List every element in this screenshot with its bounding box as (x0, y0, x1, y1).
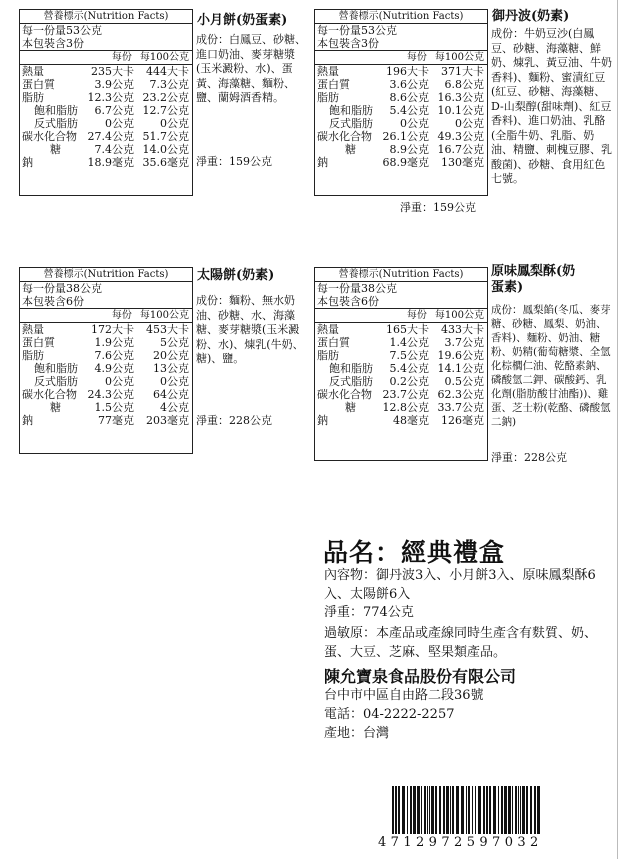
barcode-bar (413, 786, 416, 834)
barcode-bar (407, 786, 408, 834)
barcode-digits: 4712972597032 (378, 835, 543, 850)
nutrient-per-serving: 196大卡 (386, 65, 429, 78)
nutrient-per-serving: 0.2公克 (389, 375, 429, 388)
nutrient-row (315, 91, 487, 104)
barcode-bar (446, 786, 449, 834)
nutrient-per-serving: 12.3公克 (87, 91, 134, 104)
nutrient-per-100g: 3.7公克 (444, 336, 484, 349)
barcode-bar (508, 786, 511, 834)
nutrient-per-serving: 0公克 (400, 117, 429, 130)
nutrient-name: 蛋白質 (22, 336, 55, 349)
column-per-100g: 每100公克 (434, 310, 484, 321)
nutrient-row (20, 78, 192, 91)
nutrient-per-100g: 14.0公克 (142, 143, 189, 156)
nutrient-per-serving: 4.9公克 (94, 362, 134, 375)
nutrient-name: 碳水化合物 (317, 130, 372, 143)
nutrient-row (20, 375, 192, 388)
company-name: 陳允寶泉食品股份有限公司 (324, 667, 517, 686)
barcode-bar (417, 786, 420, 834)
nutrient-row (315, 78, 487, 91)
nutrient-row (315, 375, 487, 388)
barcode-bar (512, 786, 513, 834)
nutrient-per-serving: 18.9毫克 (87, 156, 134, 169)
barcode-bar (443, 786, 445, 834)
servings-per-package: 本包裝含6份 (315, 295, 487, 309)
nutrient-row (20, 401, 192, 414)
nutrient-per-serving: 7.4公克 (94, 143, 134, 156)
nutrient-per-serving: 5.4公克 (389, 104, 429, 117)
nutrient-per-serving: 8.6公克 (389, 91, 429, 104)
nutrition-header: 營養標示(Nutrition Facts) (20, 10, 192, 24)
nutrient-per-serving: 6.7公克 (94, 104, 134, 117)
nutrient-per-serving: 1.5公克 (94, 401, 134, 414)
nutrient-name: 鈉 (317, 414, 328, 427)
nutrient-per-100g: 7.3公克 (149, 78, 189, 91)
nutrient-row (315, 388, 487, 401)
nutrient-name: 碳水化合物 (22, 388, 77, 401)
barcode-bar (475, 786, 476, 834)
product-title: 御丹波(奶素) (492, 9, 570, 24)
nutrient-row (315, 323, 487, 336)
nutrient-per-100g: 6.8公克 (444, 78, 484, 91)
nutrient-per-100g: 444大卡 (146, 65, 189, 78)
barcode-bar (518, 786, 519, 834)
nutrient-name: 碳水化合物 (317, 388, 372, 401)
barcode-bar (392, 786, 394, 834)
nutrient-per-100g: 433大卡 (441, 323, 484, 336)
nutrient-name: 蛋白質 (317, 336, 350, 349)
nutrient-per-serving: 5.4公克 (389, 362, 429, 375)
barcode-bar (478, 786, 481, 834)
nutrient-name: 熱量 (22, 323, 44, 336)
barcode-bar (486, 786, 488, 834)
nutrient-name: 熱量 (317, 65, 339, 78)
nutrient-name: 糖 (50, 401, 61, 414)
product-net-weight: 淨重：774公克 (324, 605, 414, 620)
nutrient-name: 飽和脂肪 (34, 362, 78, 375)
nutrient-per-serving: 23.7公克 (382, 388, 429, 401)
nutrient-row (20, 323, 192, 336)
column-per-serving: 每份 (111, 310, 132, 321)
nutrient-per-100g: 14.1公克 (437, 362, 484, 375)
column-per-serving: 每份 (406, 310, 427, 321)
nutrient-row (315, 104, 487, 117)
servings-per-package: 本包裝含3份 (315, 37, 487, 51)
serving-size: 每一份量53公克 (22, 24, 102, 37)
nutrient-per-100g: 13公克 (153, 362, 189, 375)
nutrient-per-100g: 0.5公克 (444, 375, 484, 388)
nutrition-header: 營養標示(Nutrition Facts) (315, 268, 487, 282)
barcode-bar (395, 786, 397, 834)
nutrient-row (20, 414, 192, 427)
nutrient-name: 脂肪 (22, 91, 44, 104)
nutrient-row (315, 362, 487, 375)
nutrient-per-serving: 235大卡 (91, 65, 134, 78)
nutrient-name: 脂肪 (317, 91, 339, 104)
nutrient-name: 鈉 (22, 414, 33, 427)
nutrient-row (20, 143, 192, 156)
barcode-bar (483, 786, 485, 834)
barcode-bar (450, 786, 451, 834)
nutrient-row (20, 104, 192, 117)
nutrient-row (20, 156, 192, 169)
product-contents: 內容物：御丹波3入、小月餅3入、原味鳳梨酥6入、太陽餅6入 (324, 568, 596, 602)
net-weight: 淨重：159公克 (196, 155, 272, 168)
barcode-bar (431, 786, 434, 834)
ingredients: 成份：白鳳豆、砂糖、進口奶油、麥芽糖漿(玉米澱粉、水)、蛋黃、海藻糖、麵粉、鹽、蘭姆酒香精。 (196, 33, 306, 104)
nutrient-row (315, 401, 487, 414)
nutrient-row (20, 117, 192, 130)
nutrient-name: 反式脂肪 (329, 375, 373, 388)
origin: 產地：台灣 (324, 726, 390, 741)
company-address: 台中市中區自由路二段36號 (324, 688, 484, 703)
nutrient-per-serving: 26.1公克 (382, 130, 429, 143)
barcode-bar (520, 786, 521, 834)
nutrient-per-100g: 23.2公克 (142, 91, 189, 104)
nutrient-per-100g: 0公克 (160, 117, 189, 130)
nutrient-row (20, 349, 192, 362)
barcode-bar (522, 786, 525, 834)
nutrient-name: 糖 (345, 143, 356, 156)
net-weight: 淨重：228公克 (491, 451, 567, 464)
nutrient-per-100g: 371大卡 (441, 65, 484, 78)
nutrient-per-100g: 35.6毫克 (142, 156, 189, 169)
column-header (20, 309, 192, 323)
barcode-bar (468, 786, 470, 834)
barcode-bar (410, 786, 412, 834)
nutrient-per-serving: 24.3公克 (87, 388, 134, 401)
nutrient-name: 糖 (50, 143, 61, 156)
barcode-bar (489, 786, 491, 834)
nutrient-per-100g: 130毫克 (441, 156, 484, 169)
column-per-100g: 每100公克 (434, 52, 484, 63)
nutrient-per-serving: 68.9毫克 (382, 156, 429, 169)
barcode-bar (435, 786, 437, 834)
allergen-statement: 過敏原：本產品或產線同時生產含有麩質、奶、蛋、大豆、芝麻、堅果類產品。 (324, 626, 598, 660)
servings-per-package: 本包裝含3份 (20, 37, 192, 51)
nutrient-per-100g: 33.7公克 (437, 401, 484, 414)
nutrient-per-serving: 27.4公克 (87, 130, 134, 143)
page-edge (617, 0, 618, 859)
company-phone: 電話：04-2222-2257 (324, 707, 455, 722)
column-header (315, 51, 487, 65)
nutrient-row (20, 91, 192, 104)
nutrient-row (315, 130, 487, 143)
nutrient-per-serving: 7.6公克 (94, 349, 134, 362)
barcode-bar (429, 786, 430, 834)
nutrient-name: 飽和脂肪 (34, 104, 78, 117)
product-title: 太陽餅(奶素) (197, 268, 275, 283)
nutrition-facts-table (314, 267, 488, 461)
nutrient-per-100g: 5公克 (160, 336, 189, 349)
nutrient-row (315, 117, 487, 130)
nutrient-per-100g: 62.3公克 (437, 388, 484, 401)
nutrient-per-serving: 12.8公克 (382, 401, 429, 414)
nutrient-per-100g: 20公克 (153, 349, 189, 362)
nutrient-name: 熱量 (317, 323, 339, 336)
servings-per-package: 本包裝含6份 (20, 295, 192, 309)
product-name: 品名：經典禮盒 (323, 538, 506, 567)
nutrient-per-100g: 12.7公克 (142, 104, 189, 117)
barcode-bar (493, 786, 496, 834)
barcode-bar (501, 786, 503, 834)
nutrient-per-100g: 64公克 (153, 388, 189, 401)
nutrition-header: 營養標示(Nutrition Facts) (20, 268, 192, 282)
nutrient-per-100g: 49.3公克 (437, 130, 484, 143)
nutrient-row (315, 414, 487, 427)
net-weight: 淨重：228公克 (196, 414, 272, 427)
nutrient-name: 脂肪 (317, 349, 339, 362)
column-per-serving: 每份 (111, 52, 132, 63)
product-title: 原味鳳梨酥(奶蛋素) (491, 264, 576, 295)
barcode-bar (427, 786, 428, 834)
column-per-serving: 每份 (406, 52, 427, 63)
nutrient-name: 飽和脂肪 (329, 362, 373, 375)
nutrition-facts-table (19, 9, 193, 196)
column-per-100g: 每100公克 (139, 52, 189, 63)
nutrient-name: 碳水化合物 (22, 130, 77, 143)
net-weight: 淨重：159公克 (400, 201, 476, 214)
nutrient-name: 蛋白質 (22, 78, 55, 91)
nutrient-per-serving: 1.4公克 (389, 336, 429, 349)
nutrient-row (315, 349, 487, 362)
barcode-bar (537, 786, 540, 834)
nutrient-per-serving: 3.9公克 (94, 78, 134, 91)
nutrient-row (20, 130, 192, 143)
column-header (20, 51, 192, 65)
nutrient-per-100g: 16.3公克 (437, 91, 484, 104)
nutrient-name: 反式脂肪 (34, 117, 78, 130)
nutrient-per-100g: 0公克 (160, 375, 189, 388)
nutrient-per-serving: 0公克 (105, 375, 134, 388)
barcode-bar (530, 786, 532, 834)
nutrient-per-100g: 19.6公克 (437, 349, 484, 362)
barcode-bar (439, 786, 441, 834)
barcode-bar (504, 786, 507, 834)
barcode-bar (472, 786, 473, 834)
nutrient-name: 鈉 (317, 156, 328, 169)
nutrition-facts-table (19, 267, 193, 454)
nutrient-per-serving: 172大卡 (91, 323, 134, 336)
barcode-bar (421, 786, 422, 834)
nutrient-row (20, 65, 192, 78)
barcode-bar (461, 786, 464, 834)
nutrient-per-serving: 77毫克 (98, 414, 134, 427)
ingredients: 成份：麵粉、無水奶油、砂糖、水、海藻糖、麥芽糖漿(玉米澱粉、水)、煉乳(牛奶、糖)、鹽。 (196, 294, 304, 365)
ingredients: 成份：鳳梨餡(冬瓜、麥芽糖、砂糖、鳳梨、奶油、香料)、麵粉、奶油、糖粉、奶精(葡萄糖漿、全氫化棕櫚仁油、乾酪素鈉、磷酸氫二鉀、碳酸鈣、乳化劑(脂肪酸甘油酯))、雞蛋、芝士粉(乾酪、磷酸氫二鈉) (491, 304, 611, 428)
nutrient-name: 反式脂肪 (34, 375, 78, 388)
product-title: 小月餅(奶蛋素) (197, 13, 288, 28)
nutrient-per-serving: 3.6公克 (389, 78, 429, 91)
nutrient-name: 鈉 (22, 156, 33, 169)
barcode-bar (452, 786, 454, 834)
nutrient-row (315, 156, 487, 169)
nutrition-header: 營養標示(Nutrition Facts) (315, 10, 487, 24)
nutrient-per-100g: 10.1公克 (437, 104, 484, 117)
nutrient-name: 熱量 (22, 65, 44, 78)
barcode-bar (534, 786, 536, 834)
ingredients: 成份：牛奶豆沙(白鳳豆、砂糖、海藻糖、鮮奶、煉乳、黃豆油、牛奶香料)、麵粉、蜜漬紅豆(紅豆、砂糖、海藻糖、D-山梨醇(甜味劑)、紅豆香料)、進口奶油、乳酪(全脂牛奶、乳脂、奶油、精鹽、刺槐豆膠、乳酸菌)、砂糖、食用紅色七號。 (491, 27, 612, 185)
serving-size: 每一份量53公克 (317, 24, 397, 37)
nutrient-row (20, 388, 192, 401)
barcode-bar (498, 786, 499, 834)
nutrient-per-serving: 7.5公克 (389, 349, 429, 362)
nutrient-per-100g: 16.7公克 (437, 143, 484, 156)
nutrient-row (20, 336, 192, 349)
barcode-bar (398, 786, 400, 834)
column-per-100g: 每100公克 (139, 310, 189, 321)
nutrient-per-100g: 126毫克 (441, 414, 484, 427)
nutrient-name: 蛋白質 (317, 78, 350, 91)
barcode-bar (526, 786, 528, 834)
nutrient-name: 糖 (345, 401, 356, 414)
barcode-bar (402, 786, 405, 834)
nutrient-row (315, 143, 487, 156)
nutrient-per-serving: 8.9公克 (389, 143, 429, 156)
nutrient-per-100g: 0公克 (455, 117, 484, 130)
nutrient-name: 脂肪 (22, 349, 44, 362)
barcode-bar (456, 786, 459, 834)
nutrient-per-serving: 165大卡 (386, 323, 429, 336)
barcode-bar (424, 786, 426, 834)
nutrient-per-100g: 453大卡 (146, 323, 189, 336)
nutrient-row (20, 362, 192, 375)
barcode-bar (515, 786, 517, 834)
nutrient-per-100g: 4公克 (160, 401, 189, 414)
column-header (315, 309, 487, 323)
serving-size: 每一份量38公克 (22, 282, 102, 295)
nutrient-per-serving: 48毫克 (393, 414, 429, 427)
serving-size: 每一份量38公克 (317, 282, 397, 295)
nutrient-per-100g: 51.7公克 (142, 130, 189, 143)
nutrient-per-serving: 0公克 (105, 117, 134, 130)
nutrient-per-serving: 1.9公克 (94, 336, 134, 349)
barcode-bar (466, 786, 467, 834)
nutrition-facts-table (314, 9, 488, 196)
nutrient-row (315, 65, 487, 78)
nutrient-per-100g: 203毫克 (146, 414, 189, 427)
nutrient-name: 飽和脂肪 (329, 104, 373, 117)
nutrient-row (315, 336, 487, 349)
nutrient-name: 反式脂肪 (329, 117, 373, 130)
